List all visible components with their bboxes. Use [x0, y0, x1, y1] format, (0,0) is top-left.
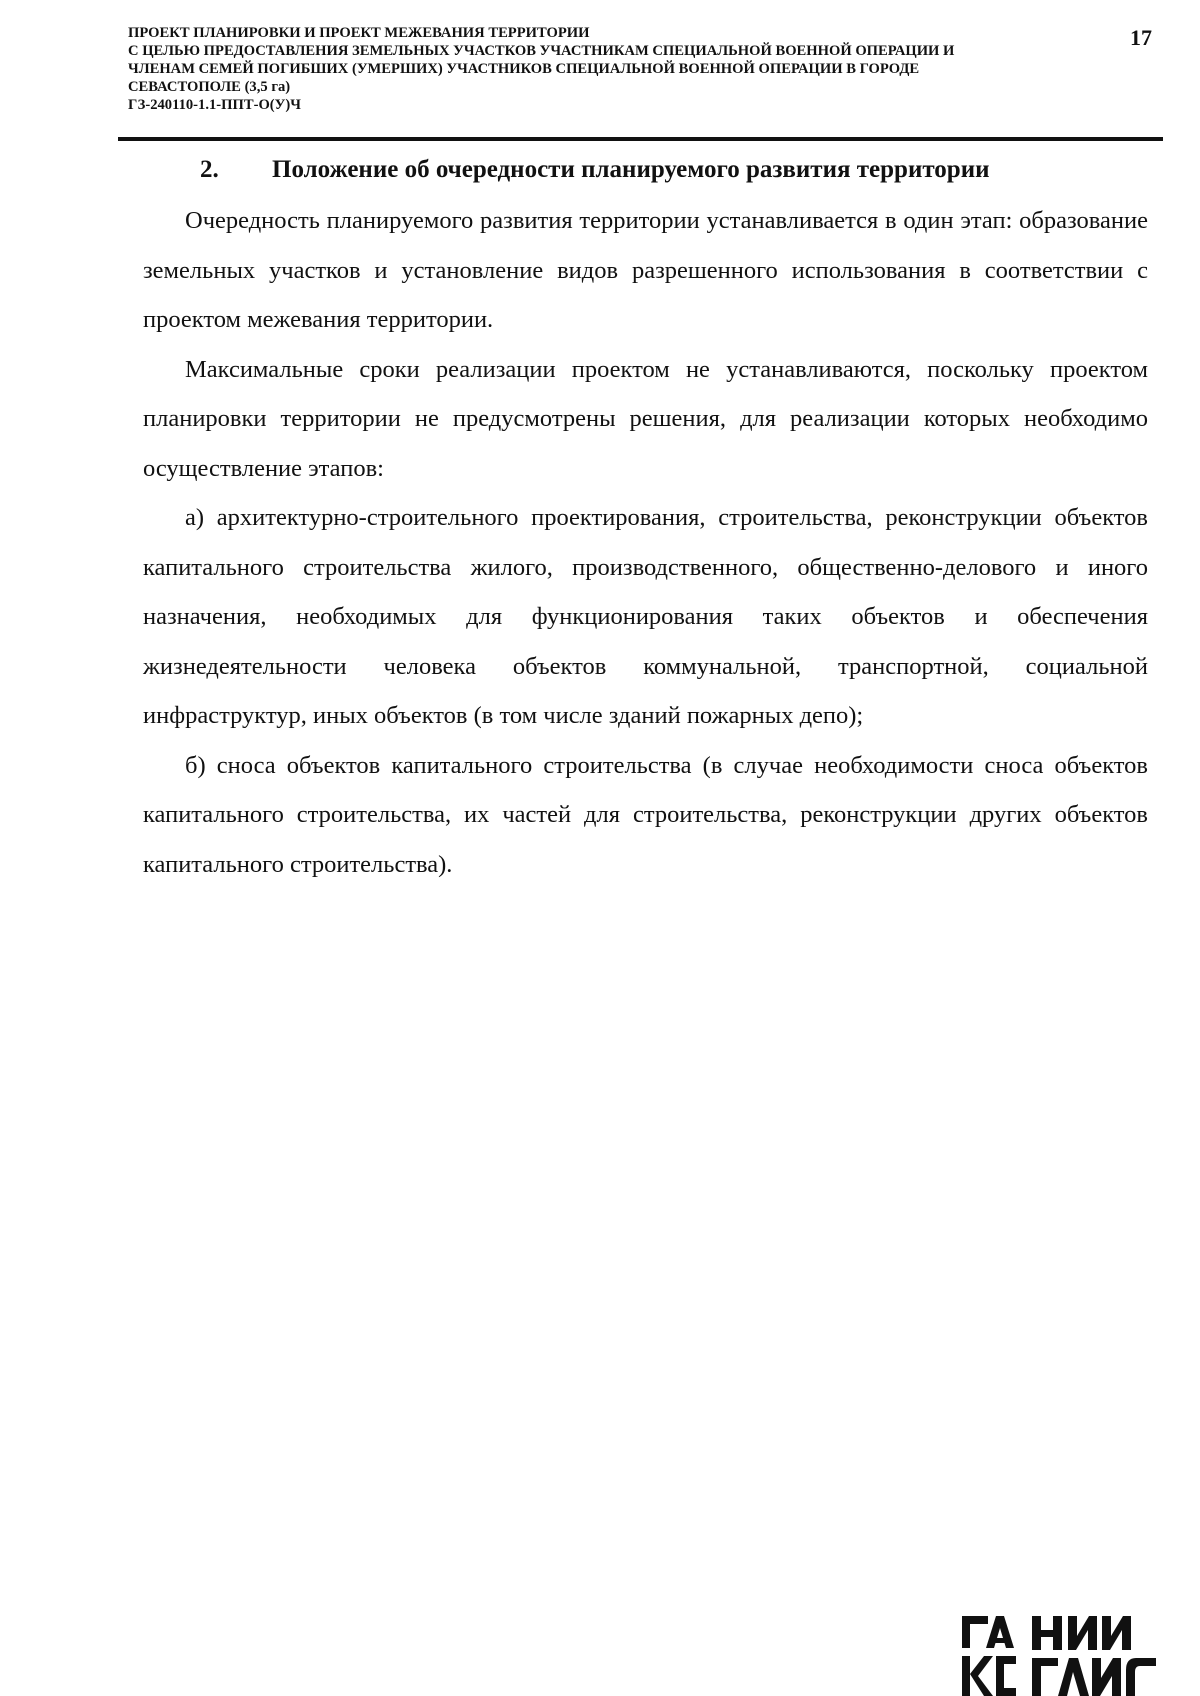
header-line-3: ЧЛЕНАМ СЕМЕЙ ПОГИБШИХ (УМЕРШИХ) УЧАСТНИКОВ СПЕЦИАЛЬНОЙ ВОЕННОЙ ОПЕРАЦИИ В ГОРОДЕ — [128, 61, 920, 77]
page-number: 17 — [1130, 25, 1152, 50]
header-line-4: СЕВАСТОПОЛЕ (3,5 га) — [128, 79, 291, 95]
document-header — [128, 24, 1118, 114]
nii-gais-logo — [960, 1610, 1160, 1696]
paragraph-4: б) сноса объектов капитального строительства (в случае необходимости сноса объектов капитального строительства, их частей для строительства, реконструкции других объектов капитального строительства). — [143, 751, 1148, 878]
section-number: 2. — [200, 156, 219, 183]
document-code: ГЗ-240110-1.1-ППТ-О(У)Ч — [128, 97, 301, 113]
section-title: Положение об очередности планируемого развития территории — [272, 156, 990, 183]
header-line-1: ПРОЕКТ ПЛАНИРОВКИ И ПРОЕКТ МЕЖЕВАНИЯ ТЕРРИТОРИИ — [128, 25, 590, 41]
section-heading — [200, 154, 1160, 186]
paragraph-2: Максимальные сроки реализации проектом не устанавливаются, поскольку проектом планировки территории не предусмотрены решения, для реализации которых необходимо осуществление этапов: — [143, 355, 1148, 482]
paragraph-1: Очередность планируемого развития территории устанавливается в один этап: образование земельных участков и установление видов разрешенного использования в соответствии с проектом межевания территории. — [143, 207, 1148, 333]
paragraph-3: а) архитектурно-строительного проектирования, строительства, реконструкции объектов капитального строительства жилого, производственного, общественно-делового и иного назначения, необходимых для функционирования таких объектов и обеспечения жизнедеятельности человека объектов коммунальной, транспортной, социальной инфраструктур, иных объектов (в том числе зданий пожарных депо); — [143, 504, 1148, 729]
header-line-2: С ЦЕЛЬЮ ПРЕДОСТАВЛЕНИЯ ЗЕМЕЛЬНЫХ УЧАСТКОВ УЧАСТНИКАМ СПЕЦИАЛЬНОЙ ВОЕННОЙ ОПЕРАЦИИ И — [128, 43, 955, 59]
document-body — [143, 196, 1148, 889]
header-divider — [118, 137, 1163, 141]
